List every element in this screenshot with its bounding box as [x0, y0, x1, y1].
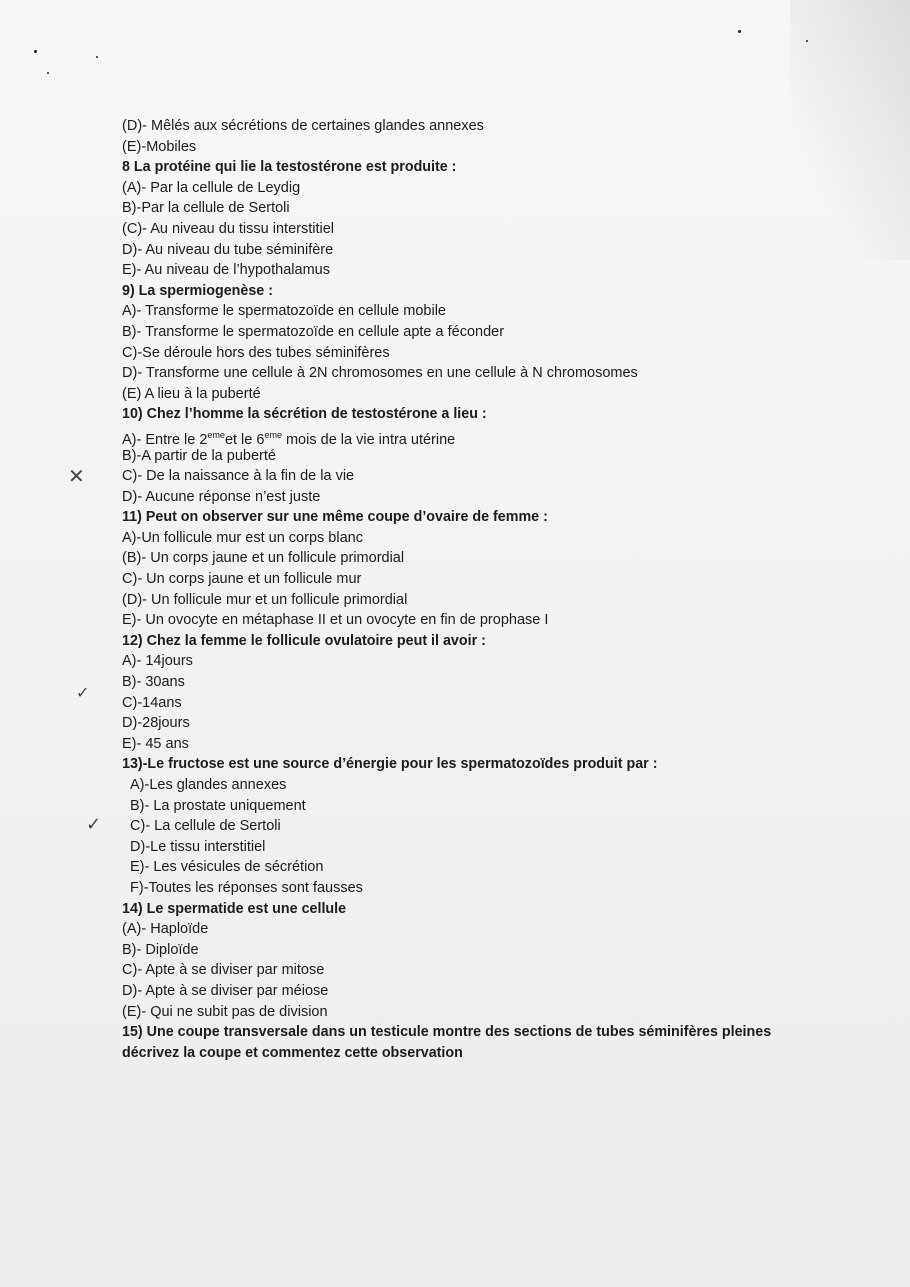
- option-line: B)-Par la cellule de Sertoli: [122, 200, 290, 217]
- option-line: C)- La cellule de Sertoli: [130, 818, 281, 835]
- question-9: 9) La spermiogenèse :: [122, 282, 273, 299]
- option-line: E)- 45 ans: [122, 735, 189, 752]
- option-line: B)- La prostate uniquement: [130, 797, 306, 814]
- option-line: (D)- Mêlés aux sécrétions de certaines glandes annexes: [122, 118, 484, 134]
- question-13: 13)-Le fructose est une source d’énergie pour les spermatozoïdes produit par :: [122, 756, 658, 773]
- option-line: A)-Les glandes annexes: [130, 777, 287, 793]
- option-line: B)- Transforme le spermatozoïde en cellule apte a féconder: [122, 323, 505, 340]
- option-line: B)- Diploïde: [122, 941, 199, 958]
- option-line: B)-A partir de la puberté: [122, 447, 276, 464]
- option-line: C)- Apte à se diviser par mitose: [122, 962, 325, 979]
- option-line: (E)-Mobiles: [122, 138, 197, 155]
- handwritten-check-mark: ✓: [86, 814, 102, 835]
- option-line: (A)- Par la cellule de Leydig: [122, 179, 301, 196]
- option-line: C)- De la naissance à la fin de la vie: [122, 468, 355, 485]
- option-line: (A)- Haploïde: [122, 921, 209, 938]
- option-line: D)- Au niveau du tube séminifère: [122, 241, 334, 258]
- question-11: 11) Peut on observer sur une même coupe d’ovaire de femme :: [122, 509, 548, 526]
- question-15: 15) Une coupe transversale dans un testicule montre des sections de tubes séminifères pleines décrivez la coupe et commentez cette observation: [122, 1024, 772, 1061]
- option-line: D)-28jours: [122, 715, 190, 732]
- option-line: (E)- Qui ne subit pas de division: [122, 1003, 328, 1020]
- option-line: (B)- Un corps jaune et un follicule primordial: [122, 550, 405, 567]
- question-12: 12) Chez la femme le follicule ovulatoire peut il avoir :: [122, 632, 486, 649]
- option-line: (D)- Un follicule mur et un follicule primordial: [122, 591, 408, 608]
- question-14: 14) Le spermatide est une cellule: [122, 900, 347, 917]
- option-line: E)- Au niveau de l’hypothalamus: [122, 262, 330, 279]
- scan-speck: [806, 40, 808, 42]
- scan-speck: [738, 30, 741, 33]
- handwritten-x-mark: ✕: [68, 464, 85, 488]
- option-line: A)-Un follicule mur est un corps blanc: [122, 529, 363, 546]
- question-10: 10) Chez l’homme la sécrétion de testostérone a lieu :: [122, 406, 487, 423]
- option-line: A)- Entre le 2emeet le 6eme mois de la vie intra utérine: [122, 429, 456, 448]
- option-line: A)- Transforme le spermatozoïde en cellule mobile: [122, 303, 446, 320]
- question-8: 8 La protéine qui lie la testostérone est produite :: [122, 159, 457, 176]
- option-line: (C)- Au niveau du tissu interstitiel: [122, 220, 334, 237]
- handwritten-check-mark: ✓: [76, 683, 90, 702]
- option-line: E)- Un ovocyte en métaphase II et un ovocyte en fin de prophase I: [122, 612, 549, 629]
- exam-content: [122, 116, 812, 1063]
- scan-speck: [34, 50, 37, 53]
- option-line: A)- 14jours: [122, 653, 193, 670]
- scan-speck: [96, 56, 98, 58]
- option-line: C)-Se déroule hors des tubes séminifères: [122, 344, 390, 361]
- option-line: D)- Aucune réponse n’est juste: [122, 488, 321, 505]
- option-line: D)- Transforme une cellule à 2N chromosomes en une cellule à N chromosomes: [122, 365, 638, 382]
- option-line: B)- 30ans: [122, 674, 185, 691]
- option-line: C)- Un corps jaune et un follicule mur: [122, 571, 362, 588]
- option-line: F)-Toutes les réponses sont fausses: [130, 879, 363, 896]
- scan-speck: [47, 72, 49, 74]
- option-line: D)- Apte à se diviser par méiose: [122, 982, 329, 999]
- option-line: D)-Le tissu interstitiel: [130, 838, 266, 855]
- option-line: E)- Les vésicules de sécrétion: [130, 859, 324, 876]
- option-line: (E) A lieu à la puberté: [122, 385, 261, 402]
- option-line: C)-14ans: [122, 694, 182, 711]
